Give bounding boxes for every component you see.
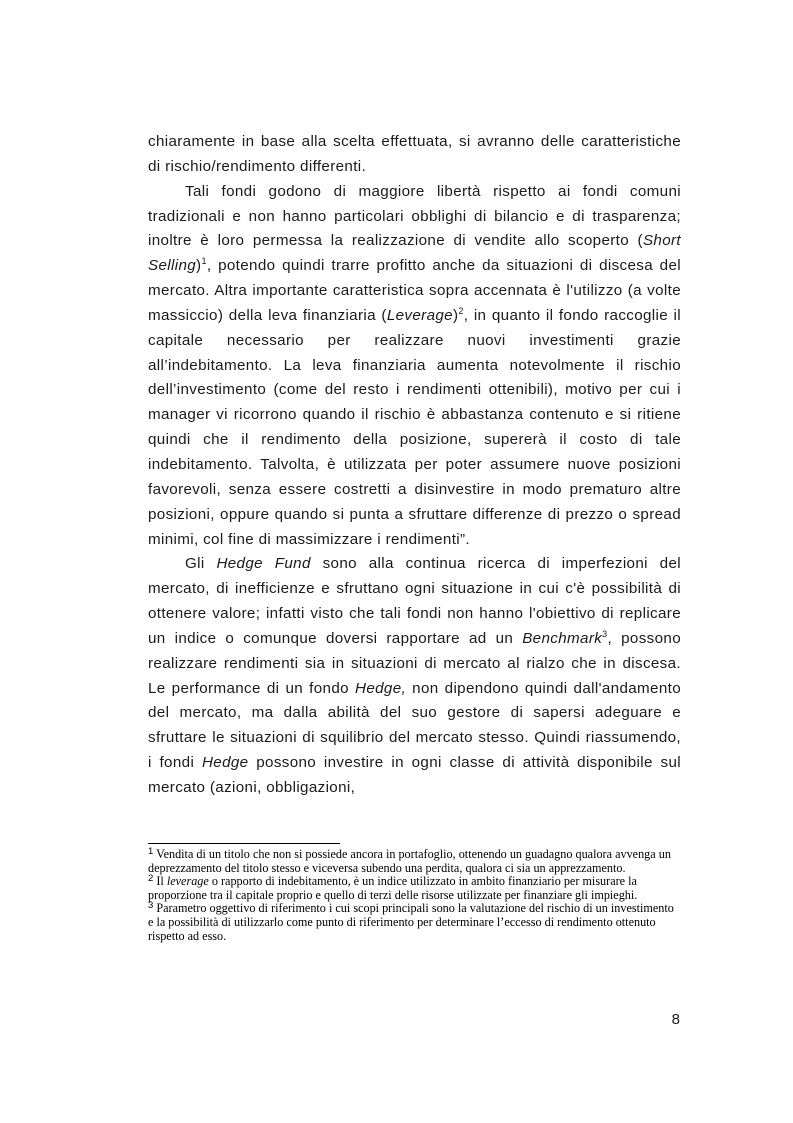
italic-term-benchmark: Benchmark	[522, 629, 603, 647]
footnote-1: $^1$ Vendita di un titolo che non si possiede ancora in portafoglio, ottenendo un guadagno qualora avvenga un deprezzamento del titolo stesso e viceversa subendo una perdita, qualora ci sia un apprezzamento.	[148, 846, 671, 875]
footnote-ref-2: 2	[458, 305, 464, 316]
page-number: 8	[671, 1011, 680, 1028]
italic-term-leverage: Leverage	[386, 306, 453, 324]
italic-term-short-selling: Short Selling	[148, 232, 681, 275]
footnote-3: $^3$ Parametro oggettivo di riferimento i cui scopi principali sono la valutazione del rischio di un investimento e la possibilità di utilizzarlo come punto di riferimento per determinare l’eccesso di rendimento ottenuto rispetto ad esso.	[148, 900, 674, 943]
footnote-number-1: 1	[148, 846, 154, 857]
italic-term-hedge-2: Hedge	[201, 754, 249, 772]
footnote-number-2: 2	[148, 873, 154, 885]
footnote-number-3: 3	[148, 900, 154, 912]
footnote-2: $^2$ Il leverage o rapporto di indebitamento, è un indice utilizzato in ambito finanziario per misurare la proporzione tra il capitale proprio e quello di terzi delle risorse utilizzate per finanziare gli impieghi.	[148, 873, 638, 902]
footnotes	[148, 848, 681, 943]
footnote-italic-leverage: leverage	[166, 874, 209, 889]
italic-term-hedge-fund: Hedge Fund	[216, 555, 311, 573]
paragraph-3: Gli Hedge Fund sono alla continua ricerca di imperfezioni del mercato, di inefficienze e sfruttano ogni situazione in cui c'è possibilità di ottenere valore; infatti visto che tali fondi non hanno l'obiettivo di replicare un indice o comunque doversi rapportare ad un Benchmark$^3$, possono realizzare rendimenti sia in situazioni di mercato al rialzo che in discesa. Le performance di un fondo Hedge, non dipendono quindi dall'andamento del mercato, ma dalla abilità del suo gestore di sapersi adeguare e sfruttare le situazioni di squilibrio del mercato stesso. Quindi riassumendo, i fondi Hedge possono investire in ogni classe di attività disponibile sul mercato (azioni, obbligazioni,	[148, 555, 682, 796]
paragraph-1: chiaramente in base alla scelta effettuata, si avranno delle caratteristiche di rischio/rendimento differenti.	[148, 133, 681, 175]
paragraph-2: Tali fondi godono di maggiore libertà rispetto ai fondi comuni tradizionali e non hanno particolari obblighi di bilancio e di trasparenza; inoltre è loro permessa la realizzazione di vendite allo scoperto (Short Selling)$^1$, potendo quindi trarre profitto anche da situazioni di discesa del mercato. Altra importante caratteristica sopra accennata è l'utilizzo (a volte massiccio) della leva finanziaria (Leverage)$^2$, in quanto il fondo raccoglie il capitale necessario per realizzare nuovi investimenti grazie all’indebitamento. La leva finanziaria aumenta notevolmente il rischio dell’investimento (come del resto i rendimenti ottenibili), motivo per cui i manager vi ricorrono quando il rischio è abbastanza contenuto e si ritiene quindi che il rendimento della posizione, supererà il costo di tale indebitamento. Talvolta, è utilizzata per poter assumere nuove posizioni favorevoli, senza essere costretti a disinvestire in modo prematuro altre posizioni, oppure quando si punta a sfruttare differenze di prezzo o spread minimi, col fine di massimizzare i rendimenti”.	[148, 182, 681, 548]
footnote-ref-1: 1	[201, 256, 207, 267]
footnote-separator	[148, 843, 340, 844]
italic-term-hedge: Hedge,	[355, 679, 407, 697]
footnote-ref-3: 3	[602, 628, 608, 639]
main-text	[148, 130, 681, 801]
